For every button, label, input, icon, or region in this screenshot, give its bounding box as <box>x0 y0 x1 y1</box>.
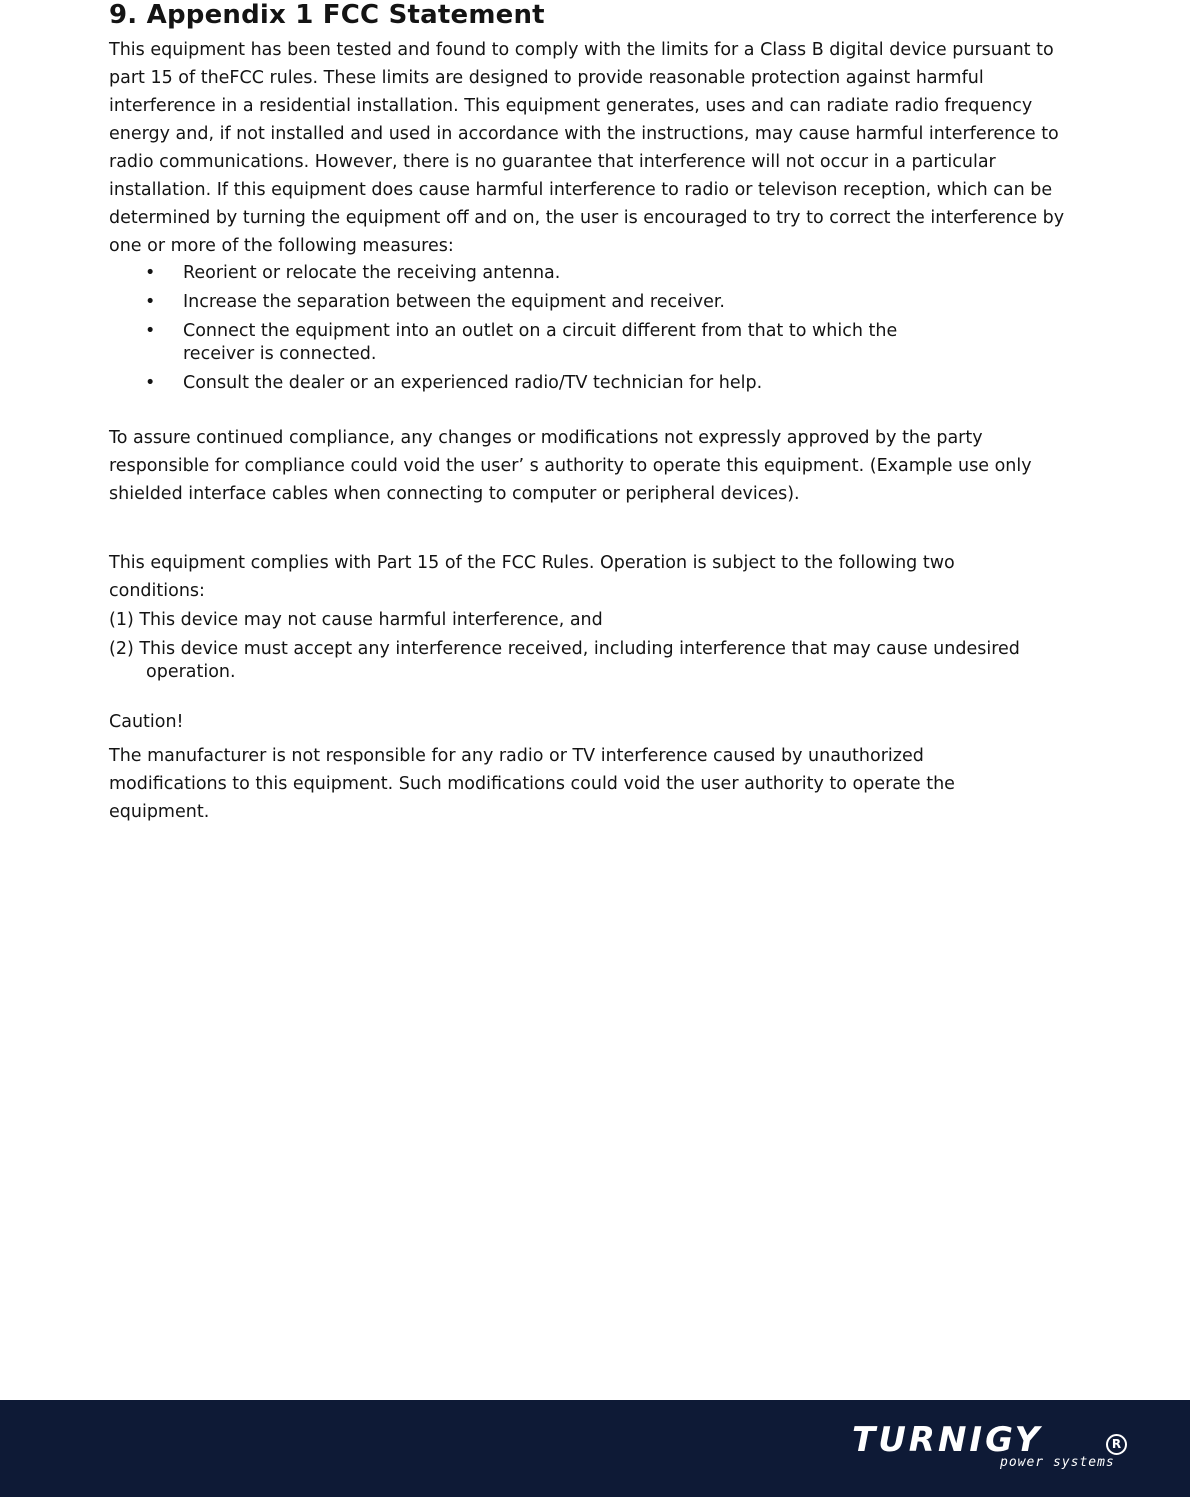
list-item: • Reorient or relocate the receiving antenna. <box>109 262 1084 285</box>
measures-list <box>109 262 1084 395</box>
footer-bar <box>0 1400 1190 1497</box>
turnigy-logo <box>852 1420 1132 1472</box>
list-item: • Increase the separation between the equipment and receiver. <box>109 291 1084 314</box>
part15-paragraph: This equipment complies with Part 15 of the FCC Rules. Operation is subject to the following two conditions: <box>109 553 955 601</box>
list-item: • Consult the dealer or an experienced radio/TV technician for help. <box>109 372 1084 395</box>
page-title: 9. Appendix 1 FCC Statement <box>109 0 545 30</box>
caution-paragraph: The manufacturer is not responsible for any radio or TV interference caused by unauthorized modifications to this equipment. Such modifications could void the user authority to operate the equipment. <box>109 746 955 822</box>
conditions-list <box>109 609 1084 684</box>
list-item: • Connect the equipment into an outlet on a circuit different from that to which the receiver is connected. <box>109 320 963 366</box>
document-body <box>109 0 1084 826</box>
caution-heading: Caution! <box>109 712 184 732</box>
intro-paragraph: This equipment has been tested and found to comply with the limits for a Class B digital device pursuant to part 15 of theFCC rules. These limits are designed to provide reasonable protection against harmful interference in a residential installation. This equipment generates, uses and can radiate radio frequency energy and, if not installed and used in accordance with the instructions, may cause harmful interference to radio communications. However, there is no guarantee that interference will not occur in a particular installation. If this equipment does cause harmful interference to radio or televison reception, which can be determined by turning the equipment off and on, the user is encouraged to try to correct the interference by one or more of the following measures: <box>109 40 1065 256</box>
compliance-paragraph: To assure continued compliance, any changes or modifications not expressly approved by the party responsible for compliance could void the user’ s authority to operate this equipment. (Example use only shielded interface cables when connecting to computer or peripheral devices). <box>109 428 1032 504</box>
logo-tagline: power systems <box>1000 1455 1115 1470</box>
logo-wordmark: TURNIGY <box>852 1420 1043 1460</box>
list-item: (1) This device may not cause harmful interference, and <box>109 610 603 630</box>
registered-mark-icon: R <box>1106 1434 1127 1455</box>
list-item: (2) This device must accept any interference received, including interference that may cause undesired operation. <box>109 639 1020 682</box>
